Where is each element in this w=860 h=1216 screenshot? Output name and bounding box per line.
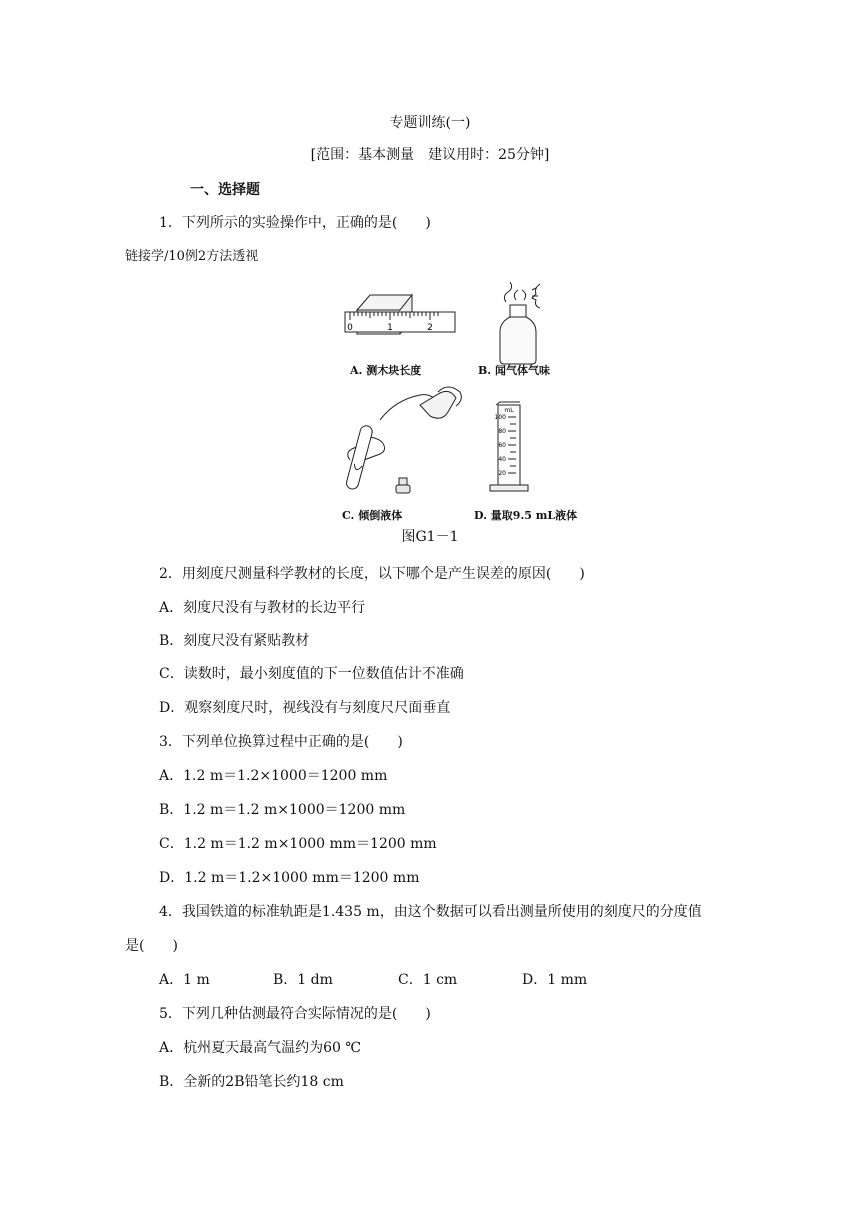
question-4-stem-line-2: 是( ) — [125, 938, 178, 954]
question-4-option-d: D．1 mm — [522, 972, 588, 988]
cylinder-tick-60: 60 — [498, 442, 506, 449]
ruler-tick-2: 2 — [427, 323, 433, 333]
question-4-stem-line-1: 4．我国铁道的标准轨距是1.435 m，由这个数据可以看出测量所使用的刻度尺的分度值 — [159, 904, 702, 920]
question-2-stem: 2．用刻度尺测量科学教材的长度，以下哪个是产生误差的原因( ) — [159, 566, 585, 582]
question-5-stem: 5．下列几种估测最符合实际情况的是( ) — [159, 1006, 431, 1022]
question-3-option-d: D．1.2 m＝1.2×1000 mm＝1200 mm — [159, 870, 420, 886]
question-3-option-a: A．1.2 m＝1.2×1000＝1200 mm — [159, 768, 388, 784]
question-3-option-b: B．1.2 m＝1.2 m×1000＝1200 mm — [159, 802, 406, 818]
panel-a-label: A. 测木块长度 — [350, 364, 422, 377]
page-title: 专题训练(一) — [389, 115, 471, 131]
cylinder-tick-80: 80 — [498, 428, 506, 435]
section-title: 一、选择题 — [190, 182, 260, 198]
ruler-tick-0: 0 — [347, 323, 353, 333]
panel-b-label: B. 闻气体气味 — [478, 364, 550, 377]
question-1-stem: 1．下列所示的实验操作中，正确的是( ) — [159, 215, 431, 231]
panel-c-label: C. 倾倒液体 — [342, 509, 403, 522]
question-2-option-b: B．刻度尺没有紧贴教材 — [159, 633, 310, 649]
question-3-stem: 3．下列单位换算过程中正确的是( ) — [159, 734, 403, 750]
question-2-option-a: A．刻度尺没有与教材的长边平行 — [159, 600, 366, 616]
cylinder-tick-100: 100 — [494, 414, 506, 421]
figure-svg — [320, 280, 600, 525]
figure-caption: 图G1－1 — [401, 529, 459, 545]
question-5-option-b: B．全新的2B铅笔长约18 cm — [159, 1074, 344, 1090]
figure-g1-1 — [320, 280, 600, 525]
question-4-option-c: C．1 cm — [398, 972, 458, 988]
cylinder-tick-40: 40 — [498, 456, 506, 463]
question-2-option-c: C．读数时，最小刻度值的下一位数值估计不准确 — [159, 666, 464, 682]
panel-b-drawing — [500, 282, 540, 364]
question-4-option-b: B．1 dm — [273, 972, 333, 988]
question-2-option-d: D．观察刻度尺时，视线没有与刻度尺尺面垂直 — [159, 700, 451, 716]
ruler-tick-1: 1 — [387, 323, 393, 333]
cylinder-tick-20: 20 — [498, 470, 506, 477]
question-5-option-a: A．杭州夏天最高气温约为60 ℃ — [159, 1040, 362, 1056]
page-subtitle: [范围：基本测量 建议用时：25分钟] — [310, 147, 550, 163]
question-3-option-c: C．1.2 m＝1.2 m×1000 mm＝1200 mm — [159, 836, 437, 852]
question-1-link[interactable]: 链接学/10例2方法透视 — [125, 249, 259, 264]
panel-d-label: D. 量取9.5 mL液体 — [474, 509, 578, 522]
question-4-option-a: A．1 m — [159, 972, 210, 988]
panel-c-drawing — [345, 387, 461, 493]
panel-a-drawing — [345, 295, 455, 334]
cylinder-unit: mL — [504, 407, 514, 414]
